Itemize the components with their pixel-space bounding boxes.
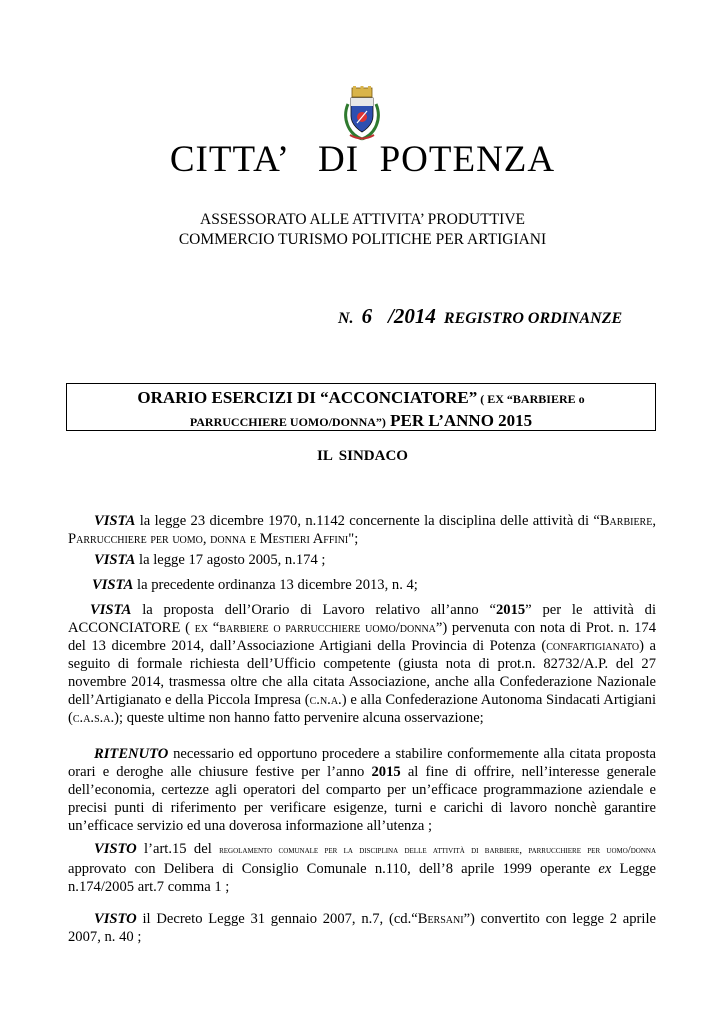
year: 2015 (495, 602, 526, 618)
department-line-2: COMMERCIO TURISMO POLITICHE PER ARTIGIANI (178, 231, 547, 248)
registry-number (338, 304, 622, 329)
subject-part-3: PARRUCCHIERE UOMO/DONNA”) (189, 415, 386, 429)
subject-part-2: ( EX “BARBIERE o (477, 392, 585, 406)
registry-year: /2014 (388, 304, 436, 328)
text: il Decreto Legge 31 gennaio 2007, n.7, (cd.“ (136, 911, 418, 927)
text: ”) convertito con legge 2 aprile 2007, n. 40 ; (68, 911, 656, 945)
text-small-caps: ex “barbiere o parrucchiere uomo/donna (194, 620, 436, 636)
paragraph-ritenuto (68, 745, 656, 835)
text: la legge 23 dicembre 1970, n.1142 concernente la disciplina delle attività di “ (135, 513, 600, 529)
keyword: VISTO (94, 911, 137, 927)
text: l’art.15 del (136, 841, 220, 857)
department-line-1: ASSESSORATO ALLE ATTIVITA’ PRODUTTIVE (200, 211, 525, 228)
city-coat-of-arms-icon (342, 86, 382, 142)
text-small-caps: Bersani (417, 911, 464, 927)
text: Legge n.174/2005 art.7 comma 1 ; (68, 861, 656, 895)
keyword: VISTA (94, 513, 136, 529)
text: "; (348, 531, 359, 547)
text: ) a seguito di formale richiesta dell’Ufficio competente (giusta nota di prot.n. 82732/A.P. del 27 novembre 2014, trasmessa oltre che alla citata Associazione, anche alla Confederazione Nazionale dell’Artigianato e della Piccola Impresa ( (68, 638, 656, 708)
paragraph-visto-decreto (68, 910, 656, 946)
text-small-caps: Barbiere, Parrucchiere per uomo, donna e Mestieri Affini (68, 513, 656, 547)
registry-label: REGISTRO ORDINANZE (443, 310, 623, 327)
text: al fine di offrire, nell’interesse generale dell’economia, certezze agli operatori del comparto per un’efficace programmazione aziendale e precisi punti di riferimento per verificare esigenze, turni e carichi di lavoro nonchè garantire un’efficace servizio ed una doverosa informazione all’utenza ; (68, 764, 656, 834)
city-title: CITTA’ DI POTENZA (169, 139, 556, 180)
keyword: VISTO (94, 841, 137, 857)
paragraph-visto-regolamento (68, 840, 656, 896)
text: ” per le attività di ACCONCIATORE ( (68, 602, 656, 636)
text: ) e alla Confederazione Autonoma Sindacati Artigiani ( (68, 692, 656, 726)
paragraph-vista-ordinanza (68, 576, 656, 594)
paragraph-vista-1970 (68, 512, 656, 548)
text: ); queste ultime non hanno fatto pervenire alcuna osservazione; (114, 710, 484, 726)
text-small-caps: c.n.a. (309, 692, 342, 708)
paragraph-vista-2005 (68, 551, 656, 569)
subject-part-4: PER L’ANNO 2015 (385, 411, 533, 430)
keyword: VISTA (90, 602, 132, 618)
text: approvato con Delibera di Consiglio Comunale n.110, dell’8 aprile 1999 operante (68, 861, 599, 877)
subject-part-1: ORARIO ESERCIZI DI “ACCONCIATORE” (137, 388, 478, 407)
paragraph-vista-proposta (68, 601, 656, 727)
keyword: VISTA (92, 577, 134, 593)
ordinance-subject-box (66, 383, 656, 431)
text: la precedente ordinanza 13 dicembre 2013, n. 4; (133, 577, 418, 593)
registry-number-value: 6 (361, 304, 373, 328)
text: la legge 17 agosto 2005, n.174 ; (135, 552, 326, 568)
keyword: RITENUTO (94, 746, 169, 762)
text: necessario ed opportuno procedere a stabilire conformemente alla citata proposta orari e deroghe alle chiusure festive per l’anno (68, 746, 656, 780)
text-italic: ex (598, 861, 612, 877)
keyword: VISTA (94, 552, 136, 568)
text-small-caps: c.a.s.a. (72, 710, 115, 726)
year: 2015 (371, 764, 401, 780)
text-small-caps: confartigianato (546, 638, 640, 654)
sindaco-heading: IL SINDACO (317, 448, 408, 464)
text: ”) pervenuta con nota di Prot. n. 174 del 13 dicembre 2014, dall’Associazione Artigiani della Provincia di Potenza ( (68, 620, 656, 654)
registry-prefix: N. (338, 310, 354, 327)
text-small-caps: regolamento comunale per la disciplina delle attività di barbiere, parrucchiere per uomo/donna (219, 845, 656, 856)
text: la proposta dell’Orario di Lavoro relativo all’anno “ (131, 602, 496, 618)
